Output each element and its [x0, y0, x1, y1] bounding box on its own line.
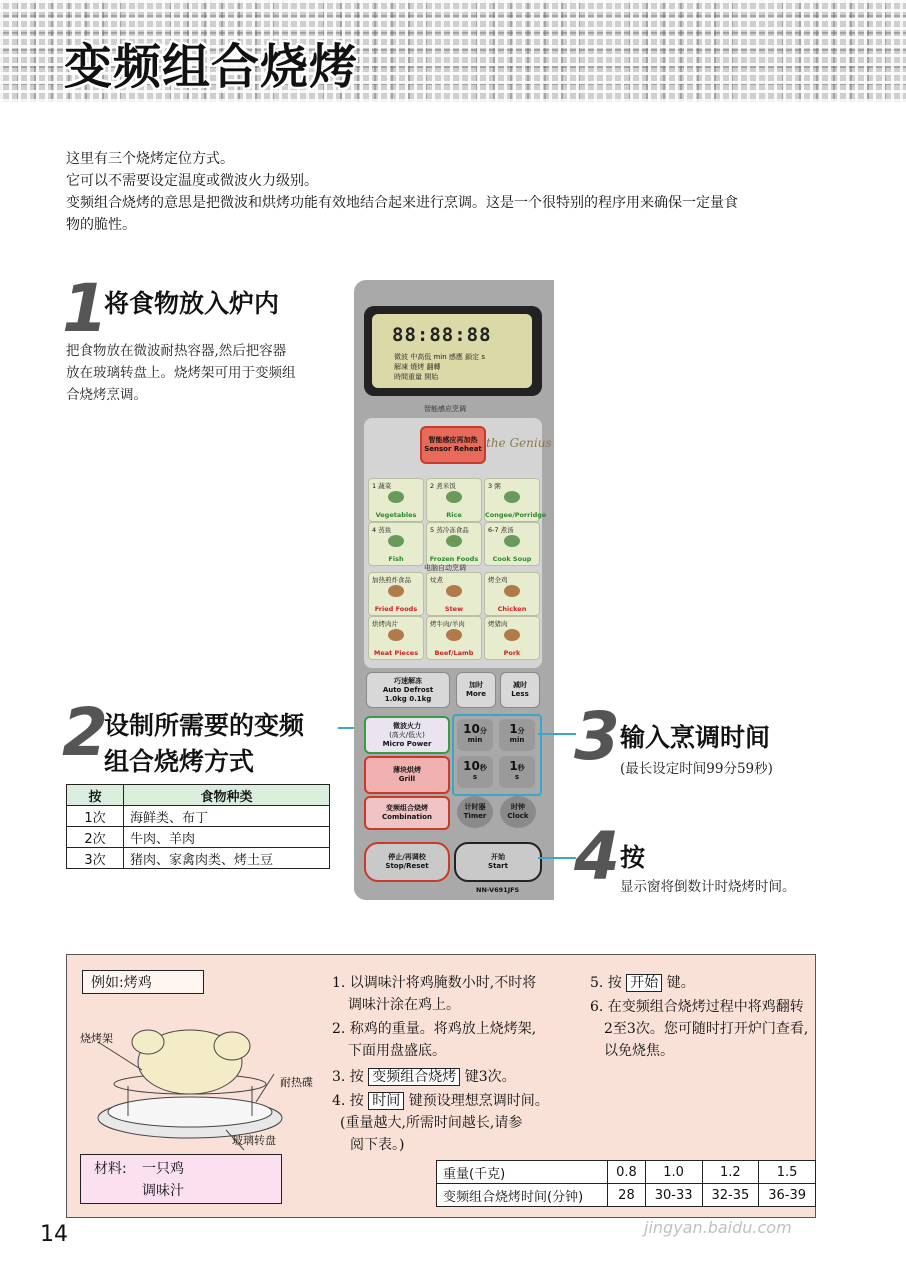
- less-en: Less: [511, 690, 529, 698]
- food-program-button[interactable]: [368, 522, 424, 566]
- table-cell: 36-39: [759, 1184, 816, 1207]
- ingredient-1: 一只鸡: [142, 1161, 184, 1177]
- example-step-4-post: 键预设理想烹调时间。: [408, 1093, 549, 1109]
- turntable-label: 玻璃转盘: [232, 1134, 276, 1147]
- table-cell: 1.5: [759, 1161, 816, 1184]
- combo-en: Combination: [382, 813, 432, 821]
- food-program-en: Beef/Lamb: [434, 649, 474, 657]
- intro-line-4: 物的脆性。: [66, 217, 136, 233]
- example-step-4c: 阅下表。): [350, 1137, 405, 1153]
- table-row: [67, 806, 330, 827]
- food-program-button[interactable]: [368, 478, 424, 522]
- lcd-row-3: 時間重量 開始: [394, 373, 439, 381]
- food-program-button[interactable]: [426, 522, 482, 566]
- example-step-1b: 调味汁涂在鸡上。: [348, 997, 460, 1013]
- table-row: [437, 1161, 816, 1184]
- clock-en: Clock: [507, 812, 529, 820]
- defrost-en: Auto Defrost: [382, 685, 434, 694]
- example-step-3-post: 键3次。: [464, 1069, 516, 1085]
- food-program-button[interactable]: [368, 616, 424, 660]
- micro-en: Micro Power: [382, 739, 432, 748]
- food-icon: [446, 629, 462, 641]
- less-button[interactable]: [500, 672, 540, 708]
- table-cell: 2次: [67, 827, 124, 848]
- table-cell: 30-33: [645, 1184, 702, 1207]
- example-step-3-pre: 3. 按: [332, 1069, 364, 1085]
- stop-reset-button[interactable]: [364, 842, 450, 882]
- food-program-cn: 炆煮: [430, 576, 443, 584]
- food-icon: [504, 629, 520, 641]
- step-4-connector: [538, 848, 578, 868]
- example-step-5: [590, 972, 695, 994]
- table-cell: 32-35: [702, 1184, 759, 1207]
- example-step-2b: 下面用盘盛底。: [348, 1043, 446, 1059]
- step-1-desc-1: 把食物放在微波耐热容器,然后把容器: [66, 343, 287, 359]
- food-icon: [388, 491, 404, 503]
- page-title: 变频组合烧烤: [64, 39, 359, 95]
- genius-logo: the Genius: [486, 436, 552, 450]
- example-step-4: [332, 1090, 549, 1112]
- example-step-6c: 以免烧焦。: [604, 1043, 674, 1059]
- start-key-label: 开始: [626, 974, 662, 992]
- food-program-button[interactable]: [484, 522, 540, 566]
- page-number: 14: [40, 1222, 68, 1247]
- example-step-3: [332, 1066, 516, 1088]
- table-cell: 28: [608, 1184, 646, 1207]
- food-icon: [446, 585, 462, 597]
- table-row: [67, 848, 330, 869]
- food-icon: [504, 491, 520, 503]
- food-program-cn: 2 煮米饭: [430, 482, 456, 490]
- mode-table-header: 食物种类: [124, 785, 330, 806]
- auto-cook-label: 电脑自动烹调: [424, 564, 466, 572]
- timer-cn: 计时器: [464, 803, 486, 811]
- food-icon: [504, 535, 520, 547]
- auto-defrost-button[interactable]: [366, 672, 450, 708]
- more-cn: 加时: [469, 681, 483, 689]
- less-cn: 减时: [513, 681, 527, 689]
- table-cell: 3次: [67, 848, 124, 869]
- intro-line-2: 它可以不需要设定温度或微波火力级别。: [66, 173, 318, 189]
- sensor-reheat-button[interactable]: [420, 426, 486, 464]
- one-minute-unit: 分: [517, 727, 525, 735]
- ten-minute-digits: 10: [463, 722, 480, 736]
- dish-label: 耐热碟: [280, 1076, 313, 1089]
- food-program-cn: 烘烤肉片: [372, 620, 398, 628]
- one-second-en: s: [514, 773, 520, 781]
- step-1-desc-2: 放在玻璃转盘上。烧烤架可用于变频组: [66, 365, 296, 381]
- food-program-cn: 1 蔬菜: [372, 482, 392, 490]
- mode-table: [66, 784, 330, 869]
- one-second-digits: 1: [509, 759, 518, 773]
- step-4-title: 按: [620, 843, 646, 872]
- defrost-weights: 1.0kg 0.1kg: [384, 694, 432, 703]
- sensor-reheat-cn: 智能感应再加热: [428, 436, 478, 444]
- step-2-title-line-2: 组合烧烤方式: [104, 747, 255, 776]
- table-cell: 1.2: [702, 1161, 759, 1184]
- food-program-button[interactable]: [426, 616, 482, 660]
- model-number: NN-V691JFS: [476, 886, 520, 894]
- ten-second-unit: 秒: [479, 764, 487, 772]
- stop-en: Stop/Reset: [385, 862, 429, 870]
- table-cell: 1.0: [645, 1161, 702, 1184]
- example-step-5-post: 键。: [666, 975, 695, 991]
- food-program-en: Fish: [388, 555, 404, 563]
- ten-second-en: s: [472, 773, 478, 781]
- step-3-connector: [538, 724, 578, 744]
- clock-button[interactable]: [500, 796, 536, 828]
- ten-minute-button[interactable]: [457, 719, 493, 751]
- table-row: [437, 1184, 816, 1207]
- rack-label: 烧烤架: [80, 1032, 113, 1045]
- example-step-4-pre: 4. 按: [332, 1093, 364, 1109]
- food-icon: [388, 585, 404, 597]
- example-step-6a: 6. 在变频组合烧烤过程中将鸡翻转: [590, 999, 804, 1015]
- combination-key-label: 变频组合烧烤: [368, 1068, 460, 1086]
- example-step-6b: 2至3次。您可随时打开炉门查看,: [604, 1021, 809, 1037]
- one-minute-en: min: [509, 736, 525, 744]
- table-cell: 猪肉、家禽肉类、烤土豆: [124, 848, 330, 869]
- weight-time-table: [436, 1160, 816, 1207]
- table-cell: 变频组合烧烤时间(分钟): [437, 1184, 608, 1207]
- lcd-screen: [372, 314, 532, 388]
- table-cell: 牛肉、羊肉: [124, 827, 330, 848]
- grill-button[interactable]: [364, 756, 450, 794]
- food-icon: [446, 535, 462, 547]
- step-3-title: 输入烹调时间: [620, 723, 771, 752]
- food-icon: [388, 629, 404, 641]
- food-program-cn: 4 蒸鱼: [372, 526, 392, 534]
- food-program-en: Stew: [444, 605, 464, 613]
- one-minute-button[interactable]: [499, 719, 535, 751]
- table-cell: 1次: [67, 806, 124, 827]
- food-program-cn: 烤猪肉: [488, 620, 508, 628]
- lcd-digits: 88:88:88: [392, 324, 492, 346]
- food-icon: [446, 491, 462, 503]
- grill-en: Grill: [398, 775, 416, 783]
- food-program-cn: 5 蒸冷冻食品: [430, 526, 469, 534]
- table-cell: 0.8: [608, 1161, 646, 1184]
- combination-button[interactable]: [364, 796, 450, 830]
- food-program-button[interactable]: [484, 616, 540, 660]
- clock-cn: 时钟: [511, 803, 525, 811]
- food-program-cn: 烤全鸡: [488, 576, 508, 584]
- example-step-1a: 1. 以调味汁将鸡腌数小时,不时将: [332, 975, 537, 991]
- start-button[interactable]: [454, 842, 542, 882]
- start-cn: 开始: [491, 853, 505, 861]
- more-button[interactable]: [456, 672, 496, 708]
- step-4-number: 4: [574, 818, 620, 895]
- food-program-button[interactable]: [484, 572, 540, 616]
- food-program-cn: 6-7 煮汤: [488, 526, 514, 534]
- ten-minute-en: min: [467, 736, 483, 744]
- timer-button[interactable]: [457, 796, 493, 828]
- one-second-button[interactable]: [499, 756, 535, 788]
- step-3-number: 3: [574, 698, 620, 775]
- micro-cn: 微波火力: [393, 721, 421, 730]
- food-program-cn: 3 粥: [488, 482, 501, 490]
- intro-line-3: 变频组合烧烤的意思是把微波和烘烤功能有效地结合起来进行烹调。这是一个很特别的程序用来确保一定量食: [66, 195, 738, 211]
- food-program-button[interactable]: [368, 572, 424, 616]
- example-step-5-pre: 5. 按: [590, 975, 622, 991]
- ingredient-2: 调味汁: [142, 1183, 184, 1199]
- sensor-title: 智能感应烹调: [424, 405, 466, 413]
- one-second-unit: 秒: [517, 764, 525, 772]
- food-program-cn: 烤牛肉/羊肉: [430, 620, 465, 628]
- time-key-label: 时间: [368, 1092, 404, 1110]
- food-program-en: Fried Foods: [374, 605, 418, 613]
- food-icon: [504, 585, 520, 597]
- step-3-desc: (最长设定时间99分59秒): [620, 761, 773, 777]
- food-program-en: Cook Soup: [492, 555, 532, 563]
- stop-cn: 停止/再调校: [388, 853, 426, 861]
- food-icon: [388, 535, 404, 547]
- mode-table-header: 按: [67, 785, 124, 806]
- example-step-2a: 2. 称鸡的重量。将鸡放上烧烤架,: [332, 1021, 537, 1037]
- start-en: Start: [488, 862, 508, 870]
- food-program-button[interactable]: [426, 478, 482, 522]
- intro-line-1: 这里有三个烧烤定位方式。: [66, 151, 234, 167]
- food-program-button[interactable]: [484, 478, 547, 522]
- ten-second-digits: 10: [463, 759, 480, 773]
- lcd-row-2: 解凍 燒烤 翻轉: [394, 363, 441, 371]
- table-row: [67, 827, 330, 848]
- food-program-en: Chicken: [497, 605, 527, 613]
- table-cell: 重量(千克): [437, 1161, 608, 1184]
- step-4-desc: 显示窗将倒数计时烧烤时间。: [620, 879, 796, 895]
- sensor-reheat-en: Sensor Reheat: [424, 445, 482, 453]
- step-1-title: 将食物放入炉内: [104, 289, 280, 318]
- step-2-title-line-1: 设制所需要的变频: [104, 711, 305, 740]
- watermark: jingyan.baidu.com: [644, 1218, 792, 1237]
- table-cell: 海鲜类、布丁: [124, 806, 330, 827]
- more-en: More: [466, 690, 486, 698]
- ten-minute-unit: 分: [479, 727, 487, 735]
- step-2-number: 2: [62, 694, 108, 771]
- timer-en: Timer: [463, 812, 487, 820]
- example-step-4b: (重量越大,所需时间越长,请参: [340, 1115, 523, 1131]
- step-1-number: 1: [62, 270, 108, 347]
- micro-power-button[interactable]: [364, 716, 450, 754]
- food-program-en: Pork: [503, 649, 521, 657]
- food-program-en: Meat Pieces: [373, 649, 419, 657]
- grill-cn: 薄块烘烤: [393, 766, 421, 774]
- example-label: 例如:烤鸡: [82, 970, 204, 994]
- food-program-en: Vegetables: [375, 511, 417, 519]
- food-program-button[interactable]: [426, 572, 482, 616]
- ingredients-label: 材料:: [94, 1161, 127, 1177]
- food-program-cn: 加热煎炸食品: [372, 576, 411, 584]
- one-minute-digits: 1: [509, 722, 518, 736]
- ten-second-button[interactable]: [457, 756, 493, 788]
- food-program-en: Congee/Porridge: [485, 511, 547, 519]
- micro-sub: (高火/低火): [389, 730, 425, 739]
- step-1-desc-3: 合烧烤烹调。: [66, 387, 147, 403]
- food-program-en: Frozen Foods: [429, 555, 479, 563]
- food-program-en: Rice: [446, 511, 462, 519]
- defrost-cn: 巧速解冻: [394, 676, 422, 685]
- combo-cn: 变频组合烧烤: [386, 804, 428, 812]
- lcd-row-1: 微波 中高低 min 感應 鎖定 s: [394, 353, 485, 361]
